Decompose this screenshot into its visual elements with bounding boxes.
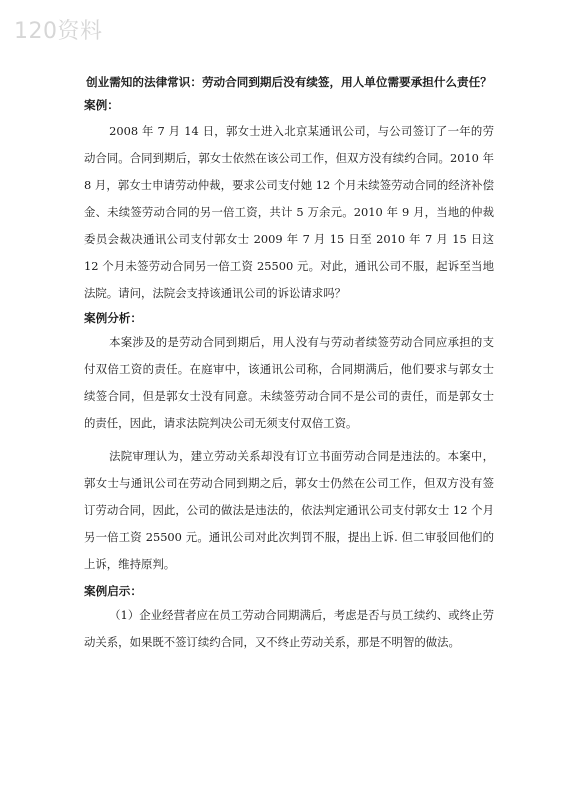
watermark: 120资料 — [14, 19, 103, 44]
analysis-paragraph-2: 法院审理认为，建立劳动关系却没有订立书面劳动合同是违法的。本案中，郭女士与通讯公司在劳动合同到期之后，郭女士仍然在公司工作，但双方没有签订劳动合同，因此，公司的做法是违法的，依法判定通讯公司支付郭女士 12 个月另一倍工资 25500 元。通讯公司对此次判罚不服，提出上诉. 但二审驳回他们的上诉，维持原判。 — [84, 449, 494, 571]
document-title: 创业需知的法律常识：劳动合同到期后没有续签，用人单位需要承担什么责任？ — [86, 75, 492, 89]
case-paragraph: 2008 年 7 月 14 日，郭女士进入北京某通讯公司，与公司签订了一年的劳动合同。合同到期后，郭女士依然在该公司工作，但双方没有续约合同。2010 年 8 月，郭女士申请劳动仲裁，要求公司支付她 12 个月未续签劳动合同的经济补偿金、未续签劳动合同的另一倍工资，共计 5 万余元。2010 年 9 月，当地的仲裁委员会裁决通讯公司支付郭女士 2009 年 7 月 15 日至 2010 年 7 月 15 日这 12 个月未签劳动合同另一倍工资 25500 元。对此，通讯公司不服，起诉至当地法院。请问，法院会支持该通讯公司的诉讼请求吗？ — [84, 124, 494, 300]
insight-paragraph-1: （1）企业经营者应在员工劳动合同期满后，考虑是否与员工续约、或终止劳动关系，如果既不签订续约合同，又不终止劳动关系，那是不明智的做法。 — [84, 608, 494, 649]
section-heading-insight: 案例启示： — [84, 584, 142, 598]
analysis-paragraph-1: 本案涉及的是劳动合同到期后，用人没有与劳动者续签劳动合同应承担的支付双倍工资的责任。在庭审中，该通讯公司称，合同期满后，他们要求与郭女士续签合同，但是郭女士没有同意。未续签劳动合同不是公司的责任，而是郭女士的责任，因此，请求法院判决公司无须支付双倍工资。 — [84, 335, 494, 430]
section-heading-analysis: 案例分析： — [84, 311, 142, 325]
document-body — [84, 72, 494, 656]
section-heading-case: 案例： — [84, 98, 119, 112]
